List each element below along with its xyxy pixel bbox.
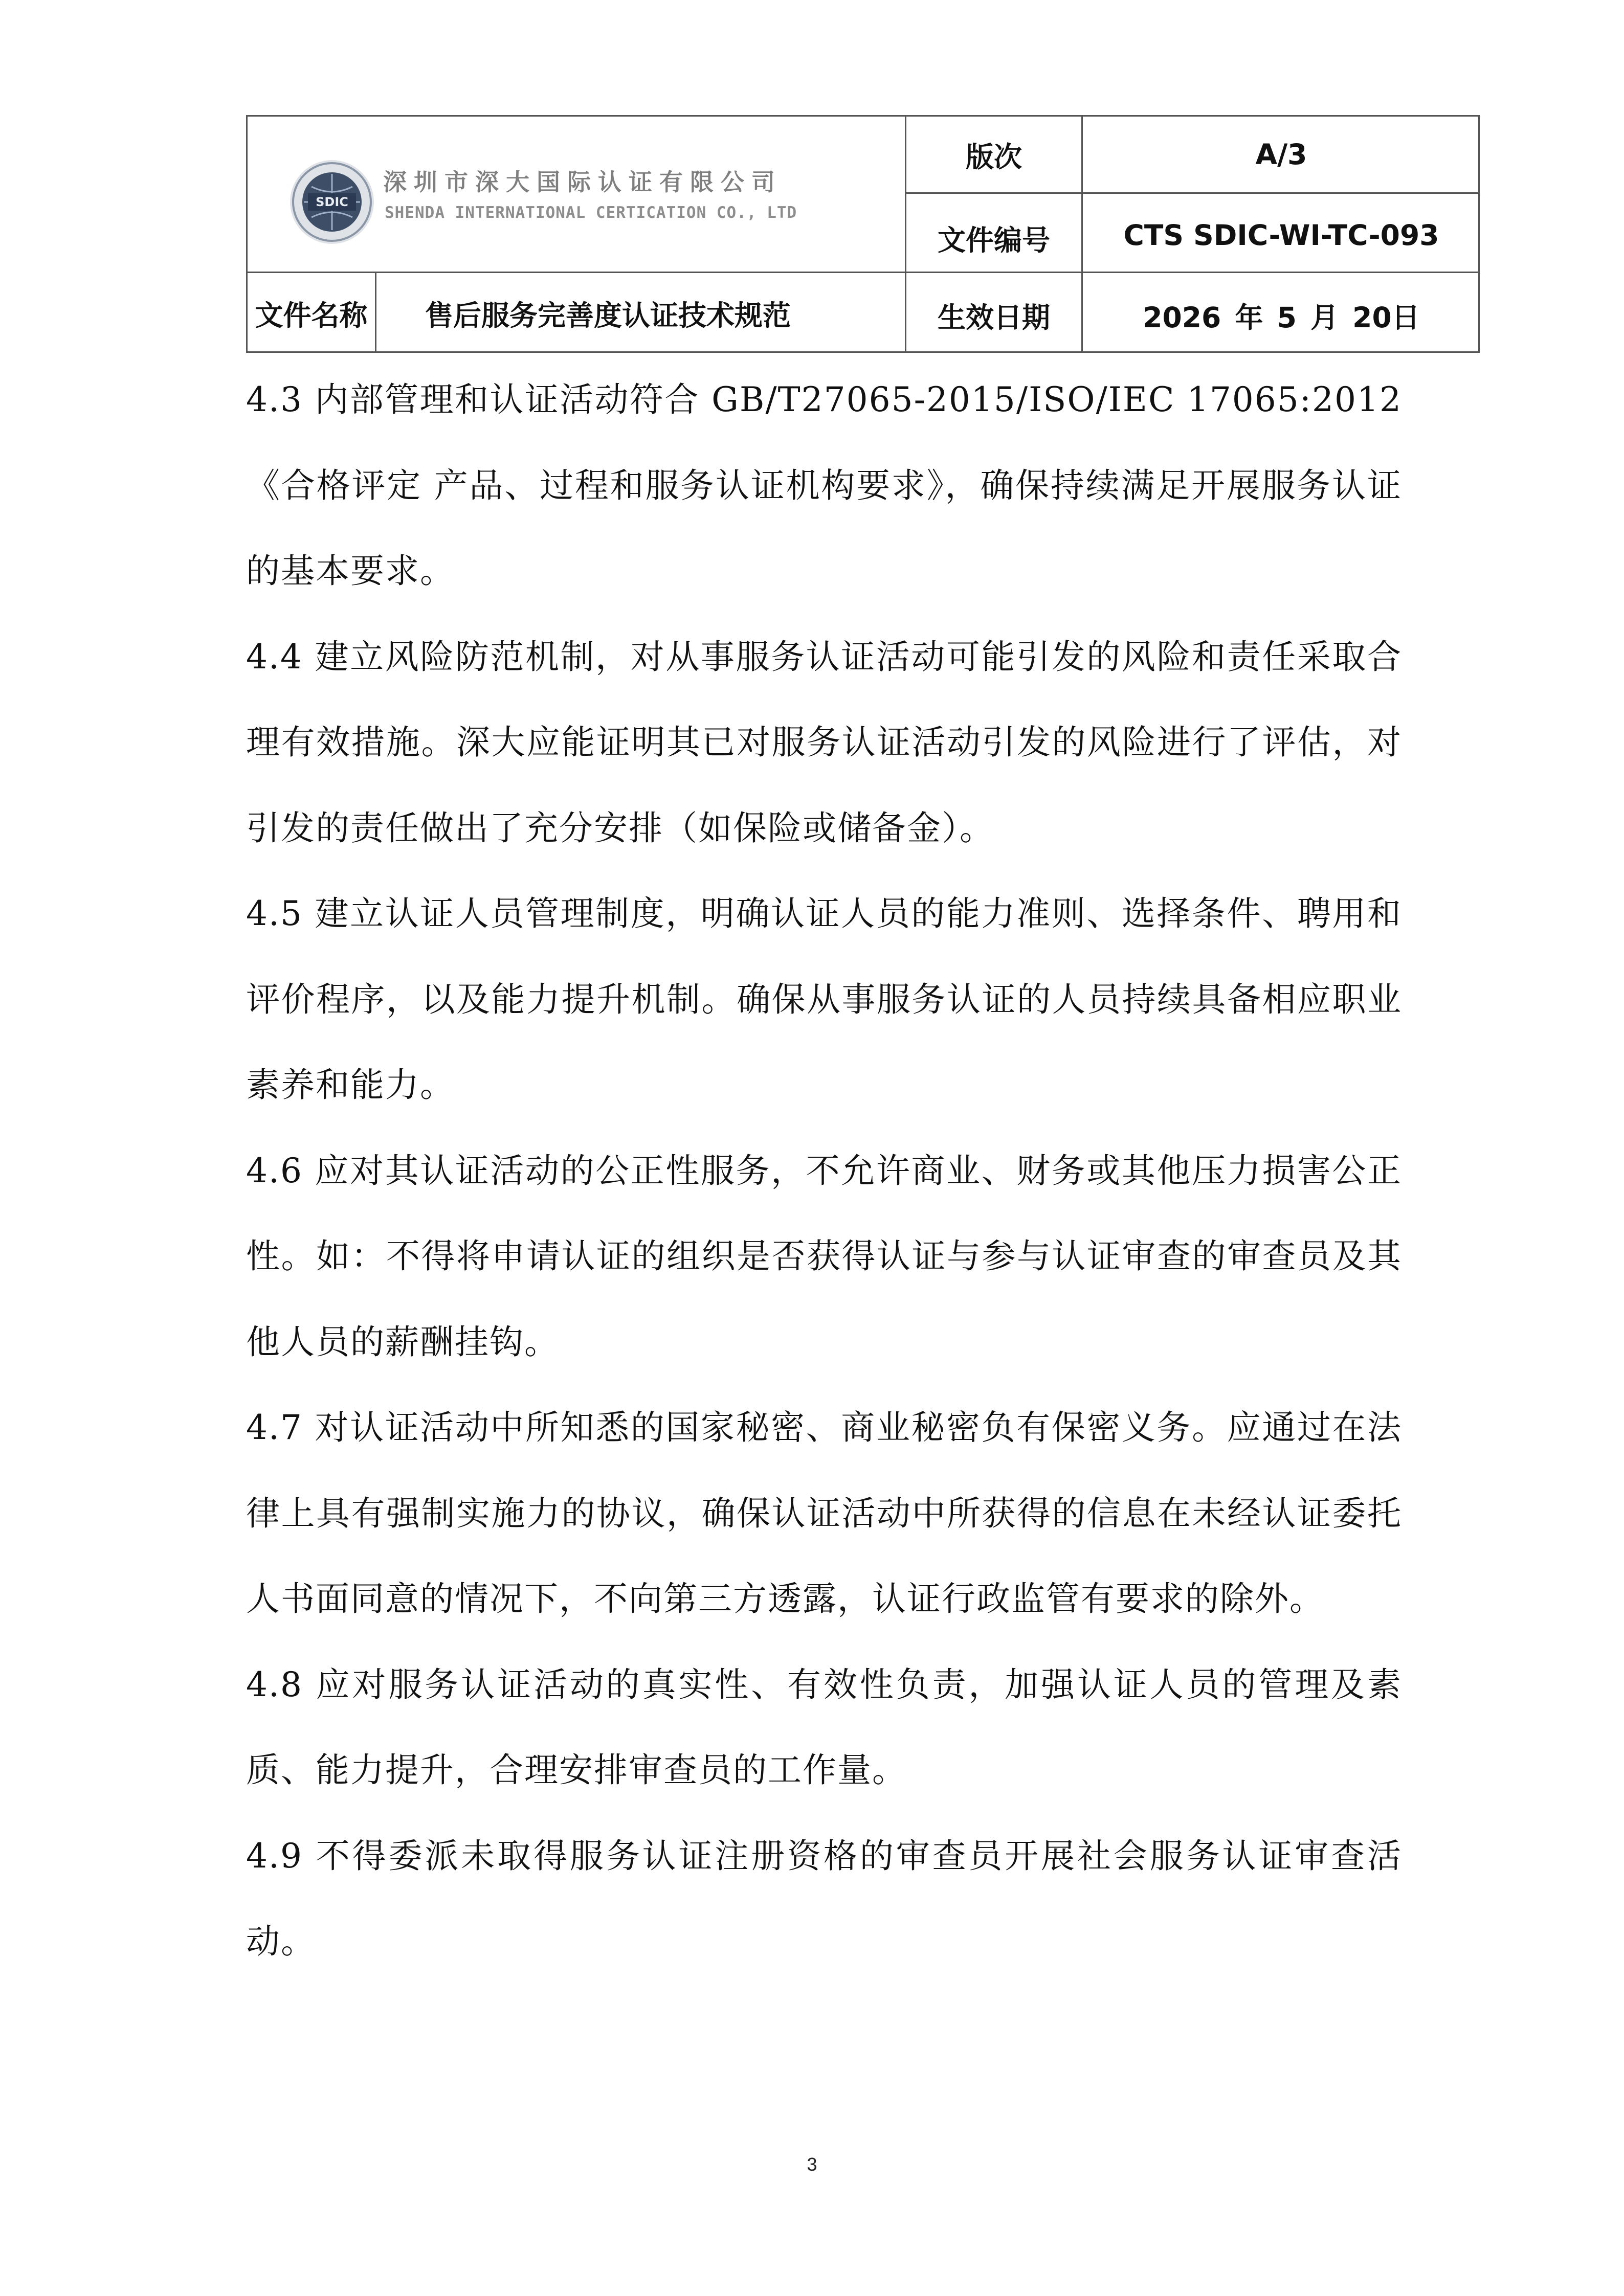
- doc-name-label: 文件名称: [255, 299, 368, 332]
- document-header-table: [246, 115, 1480, 353]
- clause-4-3: 4.3 内部管理和认证活动符合 GB/T27065-2015/ISO/IEC 17065:2012《合格评定 产品、过程和服务认证机构要求》，确保持续满足开展服务认证的基本要求。: [246, 380, 1402, 591]
- effective-date-value: 2026 年 5 月 20日: [1143, 301, 1420, 334]
- doc-number-value: CTS SDIC-WI-TC-093: [1123, 219, 1439, 252]
- logo-text: SDIC: [316, 195, 348, 209]
- page-number: 3: [807, 2154, 817, 2175]
- sdic-logo-icon: [288, 159, 375, 245]
- document-body: [246, 357, 1402, 1985]
- effective-date-label: 生效日期: [937, 301, 1050, 334]
- clause-4-9: 4.9 不得委派未取得服务认证注册资格的审查员开展社会服务认证审查活动。: [246, 1836, 1402, 1961]
- clause-4-6: 4.6 应对其认证活动的公正性服务，不允许商业、财务或其他压力损害公正性。如：不得将申请认证的组织是否获得认证与参与认证审查的审查员及其他人员的薪酬挂钩。: [246, 1151, 1402, 1362]
- version-label: 版次: [965, 140, 1022, 173]
- clause-4-8: 4.8 应对服务认证活动的真实性、有效性负责，加强认证人员的管理及素质、能力提升，合理安排审查员的工作量。: [246, 1664, 1402, 1790]
- doc-number-label: 文件编号: [937, 223, 1050, 257]
- clause-4-5: 4.5 建立认证人员管理制度，明确认证人员的能力准则、选择条件、聘用和评价程序，以及能力提升机制。确保从事服务认证的人员持续具备相应职业素养和能力。: [246, 894, 1402, 1105]
- doc-name-value: 售后服务完善度认证技术规范: [425, 299, 791, 332]
- company-name-en: SHENDA INTERNATIONAL CERTICATION CO., LTD: [385, 204, 797, 222]
- company-logo-cell: [248, 117, 906, 272]
- clause-4-7: 4.7 对认证活动中所知悉的国家秘密、商业秘密负有保密义务。应通过在法律上具有强制实施力的协议，确保认证活动中所获得的信息在未经认证委托人书面同意的情况下，不向第三方透露，认证行政监管有要求的除外。: [246, 1408, 1402, 1618]
- version-value: A/3: [1255, 138, 1307, 171]
- company-name-cn: 深圳市深大国际认证有限公司: [383, 168, 782, 196]
- clause-4-4: 4.4 建立风险防范机制，对从事服务认证活动可能引发的风险和责任采取合理有效措施。深大应能证明其已对服务认证活动引发的风险进行了评估，对引发的责任做出了充分安排（如保险或储备金）。: [246, 637, 1402, 848]
